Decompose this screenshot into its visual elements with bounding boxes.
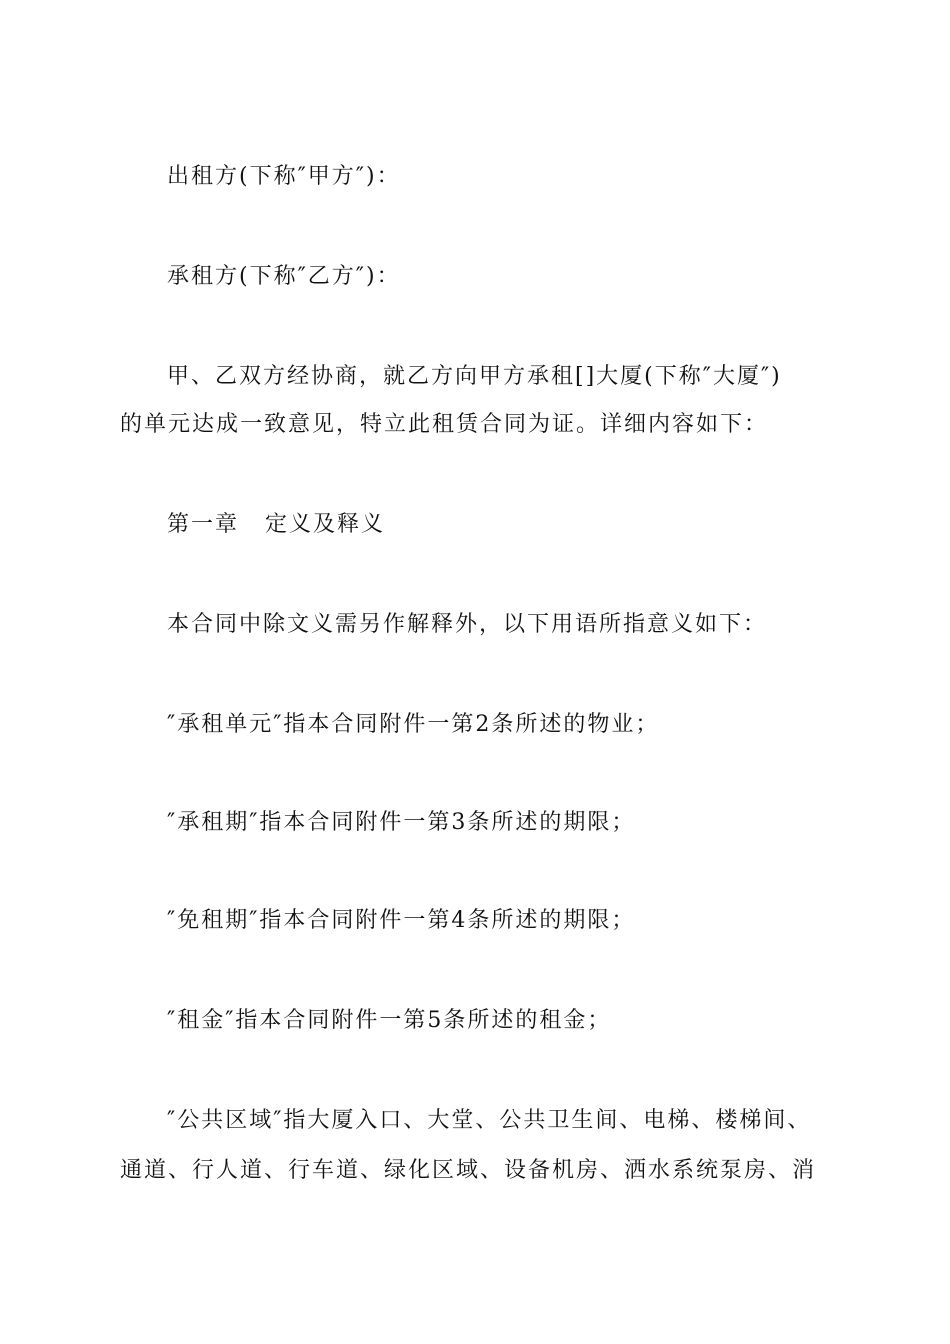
chapter-number: 第一章 [167, 512, 240, 537]
definition-lease-term: ″承租期″指本合同附件一第3条所述的期限； [167, 810, 636, 835]
definition-leased-unit: ″承租单元″指本合同附件一第2条所述的物业； [167, 712, 660, 737]
definition-rent-free-period: ″免租期″指本合同附件一第4条所述的期限； [167, 908, 636, 933]
party-a-line: 出租方(下称″甲方″)： [167, 164, 401, 189]
definitions-intro: 本合同中除文义需另作解释外，以下用语所指意义如下： [167, 612, 768, 637]
definition-rent: ″租金″指本合同附件一第5条所述的租金； [167, 1008, 612, 1033]
chapter-heading [167, 510, 385, 540]
preamble-line-1: 甲、乙双方经协商，就乙方向甲方承租[]大厦(下称″大厦″) [167, 364, 782, 389]
party-b-line: 承租方(下称″乙方″)： [167, 264, 401, 289]
definition-public-area-line-1: ″公共区域″指大厦入口、大堂、公共卫生间、电梯、楼梯间、 [167, 1108, 812, 1133]
definition-public-area-line-2: 通道、行人道、行车道、绿化区域、设备机房、洒水系统泵房、消 [120, 1158, 817, 1183]
preamble-line-2: 的单元达成一致意见，特立此租赁合同为证。详细内容如下： [120, 412, 769, 437]
chapter-title: 定义及释义 [265, 512, 386, 537]
